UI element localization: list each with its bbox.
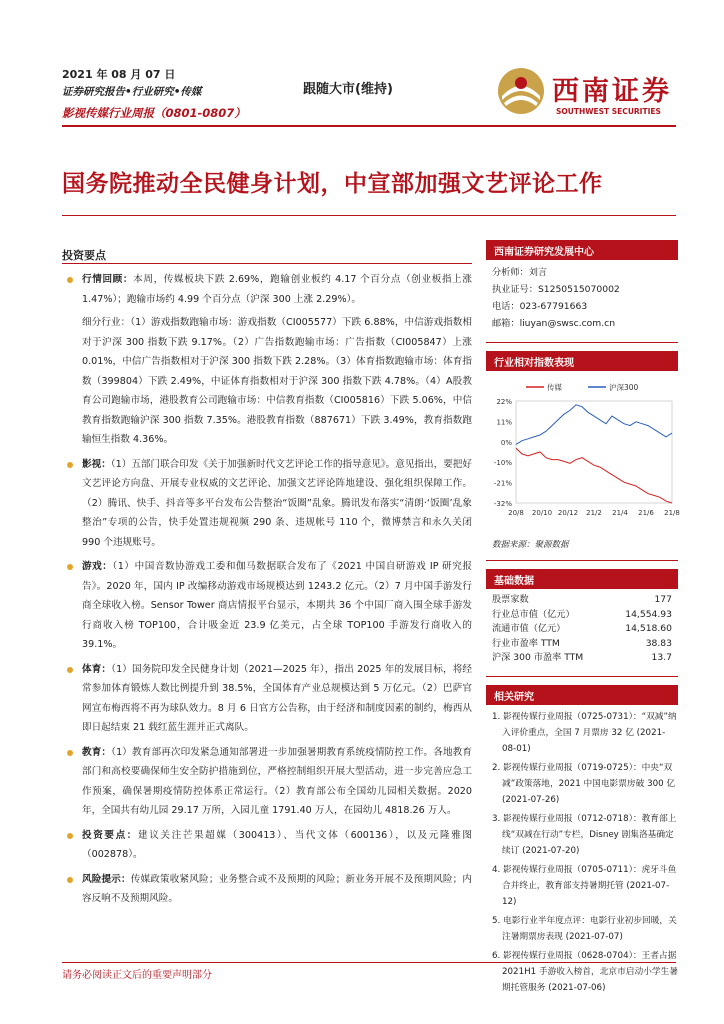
x-tick-label: 21/4 xyxy=(612,509,628,517)
point-subsectors: 细分行业：（1）游戏指数跑输市场：游戏指数（CI005577）下跌 6.88%，中信游戏指数相对于沪深 300 指数下跌 9.17%。（2）广告指数跑输市场：广告指数（CI005847）上涨 0.01%，中信广告指数相对于沪深 300 指数下跌 2.28%。（3）体育指数跑输市场：体育指数（399804）下跌 2.49%，中证体育指数相对于沪深 300 指数下跌 4.78%。（4）A股教育公司跑输市场，港股教育公司跑输市场：中信教育指数（CI005816）下跌 5.06%，中信教育指数跑输沪深 300 指数 7.35%。港股教育指数（887671）下跌 3.49%，教育指数跑输恒生指数 4.36%。 xyxy=(82,317,472,445)
point-market: 行情回顾：本周，传媒板块下跌 2.69%，跑输创业板约 4.17 个百分点（创业板指上涨 1.47%）；跑输市场约 4.99 个百分点（沪深 300 上涨 2.29%）。 细分行业：（1）游戏指数跑输市场：游戏指数（CI005577）下跌 6.88%，中信游戏指数相对于沪深 300 指数下跌 9.17%。（2）广告指数跑输市场：广告指数（CI005847）上涨 0.01%，中信广告指数相对于沪深 300 指数下跌 2.28%。（3）体育指数跑输市场：体育指数（399804）下跌 2.49%，中证体育指数相对于沪深 300 指数下跌 4.78%。（4）A股教育公司跑输市场，港股教育公司跑输市场：中信教育指数（CI005816）下跌 5.06%，中信教育指数跑输沪深 300 指数 7.35%。港股教育指数（887671）下跌 3.49%，教育指数跑输恒生指数 4.36%。 xyxy=(62,270,472,450)
basic-data-table xyxy=(486,593,678,666)
report-category: 证券研究报告•行业研究•传媒 xyxy=(62,86,202,98)
data-source: 数据来源：聚源数据 xyxy=(492,540,569,550)
table-row: 行业总市值（亿元） 14,554.93 xyxy=(492,608,672,620)
section-title: 投资要点 xyxy=(62,249,106,262)
y-tick-label: 11% xyxy=(496,418,512,427)
related-research-list xyxy=(486,709,678,996)
bullet-icon xyxy=(67,833,73,839)
legend-label: 传媒 xyxy=(547,383,562,392)
report-series: 影视传媒行业周报（0801-0807） xyxy=(62,106,246,120)
bullet-icon xyxy=(67,750,73,756)
series-line-csi300 xyxy=(516,405,672,445)
footer-divider xyxy=(62,962,676,963)
related-research-header: 相关研究 xyxy=(486,685,678,705)
list-item[interactable]: 2. 影视传媒行业周报（0719-0725）：中央“双减”政策落地，2021 中国电影票房破 300 亿 (2021-07-26) xyxy=(492,762,676,805)
y-tick-label: 0% xyxy=(500,438,512,447)
x-tick-label: 20/8 xyxy=(508,509,524,517)
performance-header: 行业相对指数表现 xyxy=(486,351,678,371)
list-item[interactable]: 6. 影视传媒行业周报（0628-0704）：王者占据 2021H1 手游收入榜首，北京市启动小学生暑期托管服务 (2021-07-06) xyxy=(492,950,678,993)
y-tick-label: -10% xyxy=(493,459,512,468)
list-item[interactable]: 5. 电影行业半年度点评：电影行业初步回暖，关注暑期票房表现 (2021-07-07) xyxy=(492,915,677,942)
list-item[interactable]: 4. 影视传媒行业周报（0705-0711）：虎牙斗鱼合并终止，教育部支持暑期托管 (2021-07-12) xyxy=(492,864,677,907)
x-tick-label: 21/6 xyxy=(638,509,654,517)
x-tick-label: 21/2 xyxy=(586,509,602,517)
x-tick-label: 21/8 xyxy=(664,509,680,517)
point-risk: 风险提示：传媒政策收紧风险；业务整合或不及预期的风险；新业务开展不及预期风险；内容反响不及预期风险。 xyxy=(62,870,472,909)
legend-label: 沪深300 xyxy=(609,383,639,392)
bullet-icon xyxy=(67,277,73,283)
research-center-header: 西南证券研究发展中心 xyxy=(486,240,678,260)
sidebar xyxy=(486,240,678,999)
section-divider xyxy=(62,263,472,264)
y-tick-label: -32% xyxy=(493,500,512,508)
logo-text-cn: 西南证券 xyxy=(552,76,672,107)
analyst-email[interactable]: liuyan@swsc.com.cn xyxy=(519,318,616,329)
basic-data-header: 基础数据 xyxy=(486,569,678,589)
performance-chart-svg xyxy=(486,375,678,535)
logo-mark-icon xyxy=(496,66,546,116)
company-logo xyxy=(496,63,676,119)
bullet-icon xyxy=(67,564,73,570)
title-divider xyxy=(62,215,676,216)
main-content xyxy=(62,270,472,914)
point-sports: 体育：（1）国务院印发全民健身计划（2021—2025 年），指出 2025 年的发展目标，将经常参加体育锻炼人数比例提升到 38.5%，全国体育产业总规模达到 5 万亿元。（2）巴萨官网宣布梅西将不再为球队效力。8 月 6 日官方公告称，由于经济和制度因素的制约，梅西从即日起结束 21 载红蓝生涯并正式离队。 xyxy=(62,660,472,738)
report-date: 2021 年 08 月 07 日 xyxy=(62,68,176,81)
list-item[interactable]: 3. 影视传媒行业周报（0712-0718）：教育部上线“双减在行动”专栏，Disney 剧集洛基确定续订 (2021-07-20) xyxy=(492,813,677,856)
table-row: 行业市盈率 TTM 38.83 xyxy=(492,637,672,649)
header-divider xyxy=(62,125,676,127)
report-title: 国务院推动全民健身计划，中宣部加强文艺评论工作 xyxy=(62,171,603,197)
table-row: 股票家数 177 xyxy=(492,594,672,605)
table-row: 流通市值（亿元） 14,518.60 xyxy=(492,623,672,634)
bullet-icon xyxy=(67,877,73,883)
logo-text-en: SOUTHWEST SECURITIES xyxy=(556,107,661,116)
footer-disclaimer: 请务必阅读正文后的重要声明部分 xyxy=(62,970,212,981)
performance-chart xyxy=(486,375,678,535)
bullet-icon xyxy=(67,462,73,468)
table-row: 沪深 300 市盈率 TTM 13.7 xyxy=(492,652,672,663)
series-line-media xyxy=(516,448,672,503)
y-tick-label: 22% xyxy=(496,398,512,406)
point-games: 游戏：（1）中国音数协游戏工委和伽马数据联合发布了《2021 中国自研游戏 IP 研究报告》。2020 年，国内 IP 改编移动游戏市场规模达到 1243.2 亿元。（2）7 月中国手游发行商全球收入榜。Sensor Tower 商店情报平台显示，本期共 36 个中国厂商入围全球手游发行商收入榜 TOP100，合计吸金近 23.9 亿美元，占全球 TOP100 手游发行商收入的 39.1%。 xyxy=(62,557,472,655)
point-film: 影视：（1）五部门联合印发《关于加强新时代文艺评论工作的指导意见》。意见指出，要把好文艺评论方向盘、开展专业权威的文艺评论、加强文艺评论阵地建设、强化组织保障工作。（2）腾讯、快手、抖音等多平台发布公告整治“饭圈”乱象。腾讯发布落实“清朗·‘饭圈’乱象整治”专项的公告，快手处置违规视频 290 条、违规帐号 110 个，微博禁言和永久关闭 990 个违规账号。 xyxy=(62,455,472,553)
bullet-icon xyxy=(67,667,73,673)
y-tick-label: -21% xyxy=(493,479,512,488)
list-item[interactable]: 1. 影视传媒行业周报（0725-0731）：“双减”纳入评价重点，全国 7 月票房 32 亿 (2021-08-01) xyxy=(492,711,677,754)
x-tick-label: 20/12 xyxy=(557,509,579,517)
x-tick-label: 20/10 xyxy=(531,509,553,517)
analyst-info: 分析师：刘言 执业证号：S1250515070002 电话：023-67791663 邮箱：liuyan@swsc.com.cn xyxy=(492,267,620,329)
point-investment: 投资要点：建议关注芒果超媒（300413）、当代文体（600136），以及元隆雅图（002878）。 xyxy=(62,826,472,865)
point-education: 教育：（1）教育部再次印发紧急通知部署进一步加强暑期教育系统疫情防控工作。各地教育部门和高校要确保师生安全防护措施到位，严格控制组织开展大型活动，进一步完善应急工作预案，确保暑期疫情防控体系正常运行。（2）教育部公布全国幼儿园相关数据。2020 年，全国共有幼儿园 29.17 万所，入园儿童 1791.40 万人，在园幼儿 4818.26 万人。 xyxy=(62,743,472,821)
rating: 跟随大市(维持) xyxy=(303,82,393,97)
